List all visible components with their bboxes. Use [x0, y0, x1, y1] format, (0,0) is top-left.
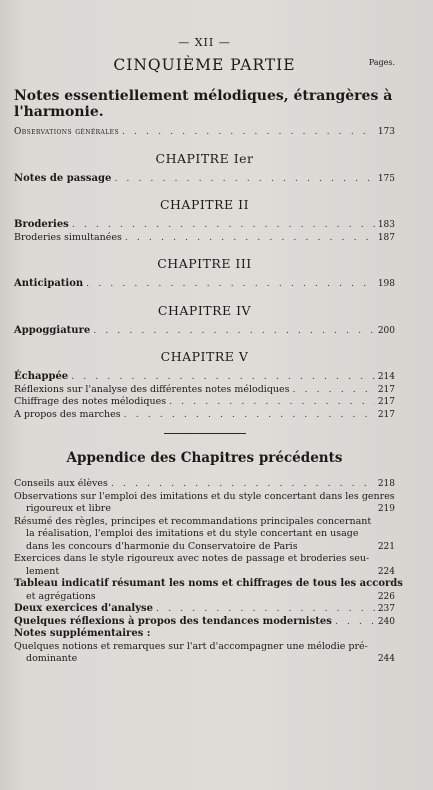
toc-entry-line-end: et agrégations [26, 590, 96, 602]
leader-dots [125, 232, 375, 245]
toc-entry-first-line: Quelques notions et remarques sur l'art d'accompagner une mélodie pré- [14, 640, 368, 652]
toc-entry-page: 218 [377, 479, 395, 489]
toc-entry [14, 325, 395, 338]
toc-entry [14, 478, 395, 491]
toc-entry-line-end: dans les concours d'harmonie du Conservatoire de Paris [26, 540, 298, 552]
toc-entry-page: 198 [377, 279, 395, 289]
toc-entry [14, 396, 395, 409]
toc-entry-label: Observations générales [14, 127, 119, 137]
chapter-title: CHAPITRE Ier [155, 150, 254, 166]
toc-entry-line: la réalisation, l'emploi des imitations et du style concertant en usage [26, 528, 359, 539]
toc-entry-page: 183 [377, 220, 395, 230]
toc-entry-line-end: lement [26, 565, 60, 577]
leader-dots [114, 173, 375, 186]
toc-entry-page: 187 [377, 232, 395, 243]
leader-dots [86, 278, 375, 291]
toc-entry-continuation [14, 591, 395, 604]
toc-entry-continuation [14, 528, 395, 553]
toc-entry-label: A propos des marches [14, 408, 121, 420]
leader-dots [124, 409, 375, 422]
toc-entry [14, 409, 395, 422]
toc-entry-last-line [26, 591, 395, 604]
chapter-title: CHAPITRE V [160, 349, 249, 364]
leader-dots [111, 478, 375, 491]
leader-dots [93, 325, 375, 338]
toc-entry-first-line: Résumé des règles, principes et recommandations principales concernant [14, 515, 372, 527]
toc-entry-continuation [14, 503, 395, 516]
toc-entry-label: Anticipation [14, 278, 84, 289]
toc-entry [14, 278, 395, 291]
toc-entry-page: 221 [377, 541, 395, 552]
part-title: CINQUIÈME PARTIE [113, 56, 296, 74]
toc-entry-observations [14, 126, 395, 139]
toc-entry-page: 217 [377, 409, 395, 420]
toc-entry-page: 240 [377, 616, 395, 627]
toc-entry-page: 224 [377, 566, 395, 577]
part-header [14, 55, 395, 74]
toc-entry-last-line [26, 653, 395, 666]
toc-entry-label: Quelques réflexions à propos des tendances modernistes [14, 615, 332, 627]
appendix-title: Appendice des Chapitres précédents [66, 450, 343, 466]
toc-entry-page: 219 [377, 504, 395, 514]
toc-entry-label: Deux exercices d'analyse [14, 603, 154, 614]
toc-entry-label: Échappée [14, 371, 69, 382]
part-subtitle: Notes essentiellement mélodiques, étrangères à l'harmonie. [14, 88, 393, 120]
chapter-title: CHAPITRE II [159, 197, 250, 212]
toc-entry [14, 173, 395, 186]
toc-entry-multiline [14, 491, 395, 516]
chapters-list [14, 151, 395, 422]
pages-label: Pages. [368, 58, 395, 67]
chapter-title: CHAPITRE III [157, 256, 252, 271]
toc-entry-continuation [14, 653, 395, 666]
toc-entry-label: Broderies [14, 219, 69, 230]
toc-entry-page: 200 [377, 325, 395, 336]
toc-entry-page: 217 [377, 397, 395, 407]
toc-entry [14, 232, 395, 245]
toc-entry-last-line [26, 566, 395, 579]
toc-entry [14, 616, 395, 629]
toc-entry-multiline [14, 578, 403, 603]
leader-dots [72, 219, 375, 232]
toc-entry-label: Notes de passage [14, 172, 112, 184]
toc-entry-page: 217 [377, 384, 395, 395]
toc-entry-label: Chiffrage des notes mélodiques [14, 396, 167, 407]
leader-dots [169, 396, 375, 409]
toc-entry-continuation [14, 566, 395, 579]
toc-entry-label: Notes supplémentaires : [14, 628, 151, 639]
toc-entry [14, 628, 395, 641]
leader-dots [293, 384, 375, 397]
toc-entry-label: Réflexions sur l'analyse des différentes notes mélodiques [14, 383, 290, 395]
toc-entry [14, 603, 395, 616]
leader-dots [335, 616, 375, 629]
toc-entry [14, 371, 395, 384]
toc-entry-page: 214 [377, 372, 395, 382]
toc-entry-line-end: dominante [26, 653, 78, 664]
toc-entry-multiline [14, 553, 395, 578]
toc-entry-line-end: rigoureux et libre [26, 503, 111, 514]
toc-entry-label: Conseils aux élèves [14, 478, 108, 489]
toc-entry-page: 173 [377, 127, 395, 137]
section-divider [164, 433, 246, 434]
leader-dots [156, 603, 375, 616]
toc-entry-label: Broderies simultanées [14, 231, 122, 243]
toc-entry-multiline [14, 516, 395, 554]
toc-entry-first-line: Tableau indicatif résumant les noms et chiffrages de tous les accords [14, 578, 403, 589]
leader-dots [122, 126, 375, 139]
toc-entry-page: 244 [377, 654, 395, 664]
running-head: — XII — [178, 36, 231, 49]
toc-entry-page: 237 [377, 604, 395, 614]
toc-entry-last-line [26, 541, 395, 554]
toc-entry [14, 384, 395, 397]
toc-entry-page: 226 [377, 591, 395, 602]
toc-entry-label: Appoggiature [14, 324, 91, 336]
toc-entry-last-line [26, 503, 395, 516]
toc-entry [14, 219, 395, 232]
appendix-list [14, 478, 403, 666]
toc-entry-first-line: Observations sur l'emploi des imitations et du style concertant dans les genres [14, 490, 395, 502]
leader-dots [71, 371, 375, 384]
toc-entry-first-line: Exercices dans le style rigoureux avec notes de passage et broderies seu- [14, 553, 370, 564]
toc-entry-multiline [14, 641, 395, 666]
chapter-title: CHAPITRE IV [157, 302, 252, 318]
toc-entry-page: 175 [377, 173, 395, 184]
